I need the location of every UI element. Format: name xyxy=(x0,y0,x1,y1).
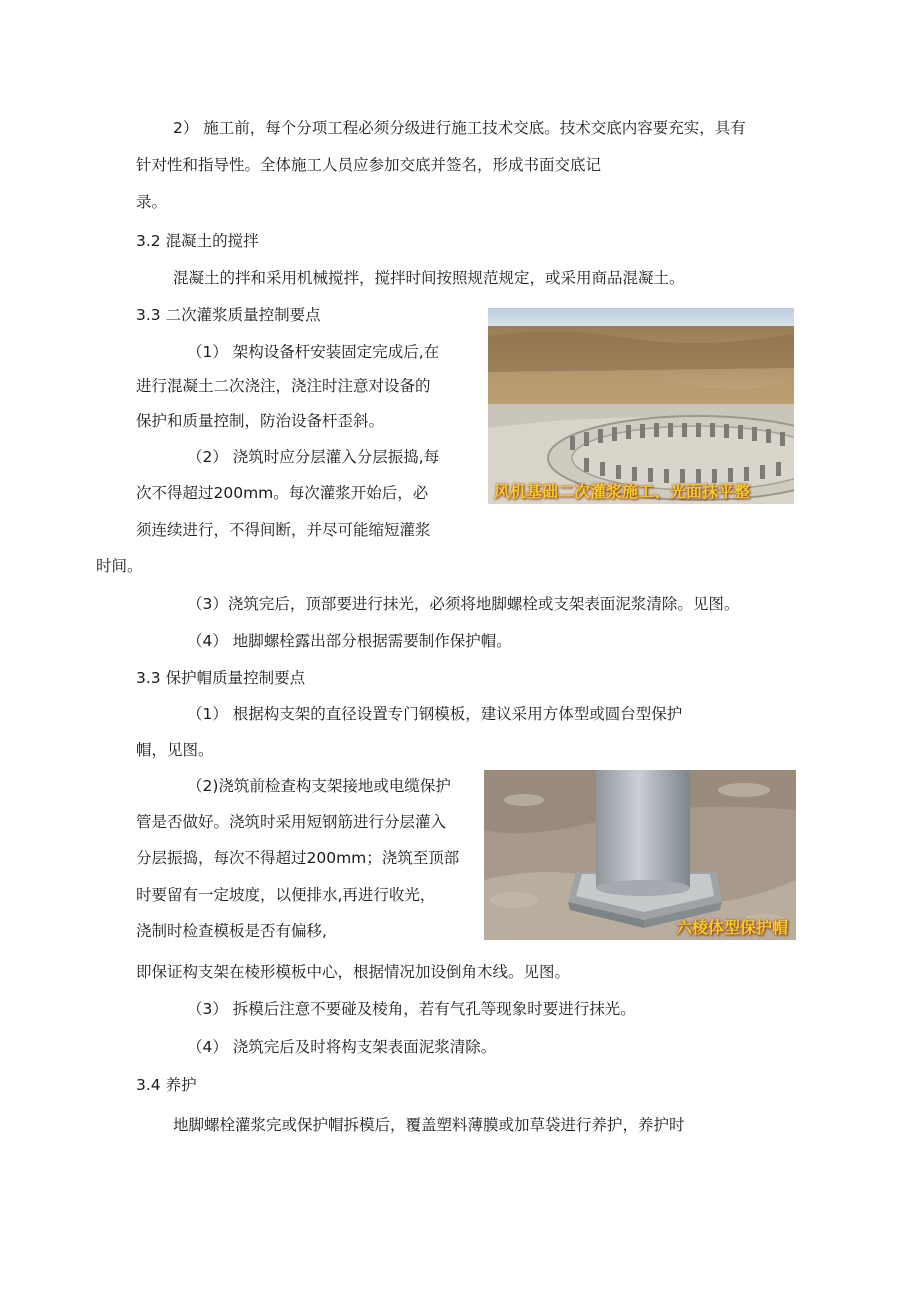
section-heading: 3.2 混凝土的搅拌 xyxy=(136,232,259,250)
paragraph-line: 须连续进行，不得间断，并尽可能缩短灌浆 xyxy=(136,521,431,539)
paragraph-line: （2)浇筑前检查构支架接地或电缆保护 xyxy=(187,777,451,795)
paragraph-line: 时间。 xyxy=(96,557,143,575)
paragraph-line: 录。 xyxy=(136,193,168,211)
paragraph-line: 浇制时检查模板是否有偏移, xyxy=(136,922,327,940)
paragraph-line: 即保证构支架在棱形模板中心，根据情况加设倒角木线。见图。 xyxy=(136,963,571,981)
protective-cap-illustration xyxy=(484,770,796,940)
paragraph-line: 管是否做好。浇筑时采用短钢筋进行分层灌入 xyxy=(136,813,447,831)
paragraph-line: 次不得超过200mm。每次灌浆开始后，必 xyxy=(136,484,429,502)
paragraph-line: （1） 架构设备杆安装固定完成后,在 xyxy=(187,343,440,361)
paragraph-line: 2） 施工前，每个分项工程必须分级进行施工技术交底。技术交底内容要充实，具有 xyxy=(173,119,746,137)
paragraph-line: 进行混凝土二次浇注，浇注时注意对设备的 xyxy=(136,377,431,395)
paragraph-line: 时要留有一定坡度，以便排水,再进行收光， xyxy=(136,886,436,904)
paragraph-line: 分层振捣，每次不得超过200mm；浇筑至顶部 xyxy=(136,849,460,867)
paragraph-line: （2） 浇筑时应分层灌入分层振捣,每 xyxy=(187,448,440,466)
paragraph-line: （1） 根据构支架的直径设置专门钢模板，建议采用方体型或圆台型保护 xyxy=(187,705,683,723)
protective-cap-photo xyxy=(484,770,796,940)
foundation-grouting-photo xyxy=(488,308,794,504)
section-heading: 3.3 保护帽质量控制要点 xyxy=(136,669,306,687)
section-heading: 3.4 养护 xyxy=(136,1076,197,1094)
photo-caption: 六棱体型保护帽 xyxy=(675,918,788,937)
paragraph-line: （3）浇筑完后，顶部要进行抹光，必须将地脚螺栓或支架表面泥浆清除。见图。 xyxy=(187,595,740,613)
paragraph-line: 混凝土的拌和采用机械搅拌，搅拌时间按照规范规定，或采用商品混凝土。 xyxy=(173,269,685,287)
paragraph-line: 针对性和指导性。全体施工人员应参加交底并签名，形成书面交底记 xyxy=(136,156,602,174)
paragraph-line: 地脚螺栓灌浆完或保护帽拆模后，覆盖塑料薄膜或加草袋进行养护，养护时 xyxy=(173,1116,685,1134)
paragraph-line: 保护和质量控制，防治设备杆歪斜。 xyxy=(136,412,385,430)
paragraph-line: 帽，见图。 xyxy=(136,741,214,759)
paragraph-line: （4） 地脚螺栓露出部分根据需要制作保护帽。 xyxy=(187,632,512,650)
foundation-grouting-illustration xyxy=(488,308,794,504)
paragraph-line: （4） 浇筑完后及时将构支架表面泥浆清除。 xyxy=(187,1038,497,1056)
paragraph-line: （3） 拆模后注意不要碰及棱角，若有气孔等现象时要进行抹光。 xyxy=(187,1000,636,1018)
section-heading: 3.3 二次灌浆质量控制要点 xyxy=(136,306,321,324)
photo-caption: 风机基础二次灌浆施工、光面抹平整 xyxy=(494,482,751,501)
